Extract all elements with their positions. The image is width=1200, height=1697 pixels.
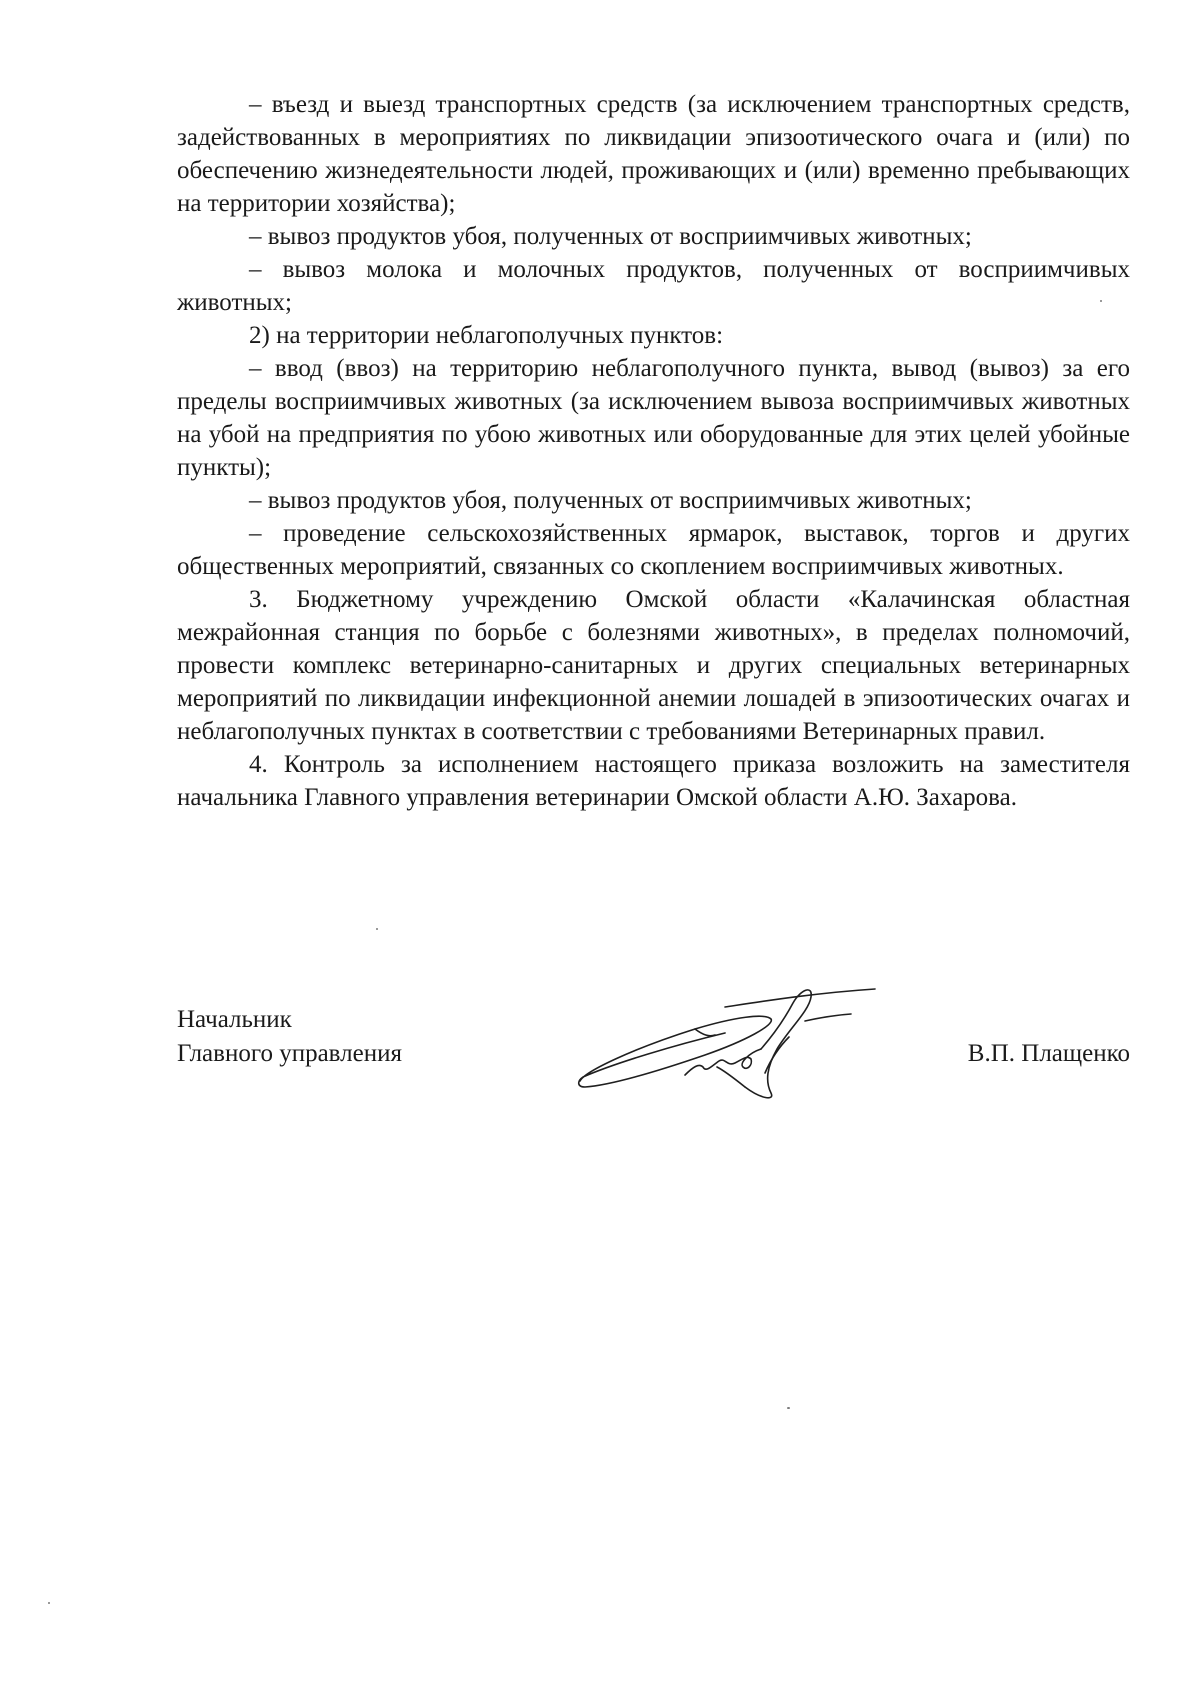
scan-speck: [376, 928, 378, 930]
signer-name: В.П. Плащенко: [967, 1040, 1130, 1067]
paragraph-animal-movement: – ввод (ввоз) на территорию неблагополучного пункта, вывод (вывоз) за его пределы восприимчивых животных (за исключением вывоза восприимчивых животных на убой на предприятия по убою животных или оборудованные для этих целей убойные пункты);: [177, 355, 1130, 481]
signature-block: [177, 1003, 1130, 1123]
signer-title: [177, 1003, 402, 1071]
paragraph-vehicle-entry: – въезд и выезд транспортных средств (за исключением транспортных средств, задействованных в мероприятиях по ликвидации эпизоотического очага и (или) по обеспечению жизнедеятельности людей, проживающих и (или) временно пребывающих на территории хозяйства);: [177, 91, 1130, 217]
signer-title-line-2: Главного управления: [177, 1040, 402, 1067]
document-body: [177, 88, 1130, 814]
paragraph-milk-products: – вывоз молока и молочных продуктов, полученных от восприимчивых животных;: [177, 256, 1130, 316]
scan-speck: [48, 1602, 50, 1604]
signer-title-line-1: Начальник: [177, 1006, 292, 1033]
paragraph-slaughter-products-2: – вывоз продуктов убоя, полученных от восприимчивых животных;: [249, 487, 972, 514]
scan-speck: [1100, 300, 1102, 302]
handwritten-signature: [575, 963, 885, 1113]
paragraph-affected-points-heading: 2) на территории неблагополучных пунктов:: [249, 322, 724, 349]
paragraph-item-4: 4. Контроль за исполнением настоящего приказа возложить на заместителя начальника Главного управления ветеринарии Омской области А.Ю. Захарова.: [177, 751, 1130, 811]
paragraph-fairs-exhibitions: – проведение сельскохозяйственных ярмарок, выставок, торгов и других общественных мероприятий, связанных со скоплением восприимчивых животных.: [177, 520, 1130, 580]
paragraph-slaughter-products: – вывоз продуктов убоя, полученных от восприимчивых животных;: [249, 223, 972, 250]
paragraph-item-3: 3. Бюджетному учреждению Омской области «Калачинская областная межрайонная станция по борьбе с болезнями животных», в пределах полномочий, провести комплекс ветеринарно-санитарных и других специальных ветеринарных мероприятий по ликвидации инфекционной анемии лошадей в эпизоотических очагах и неблагополучных пунктах в соответствии с требованиями Ветеринарных правил.: [177, 586, 1130, 745]
scan-speck: [787, 1407, 790, 1409]
